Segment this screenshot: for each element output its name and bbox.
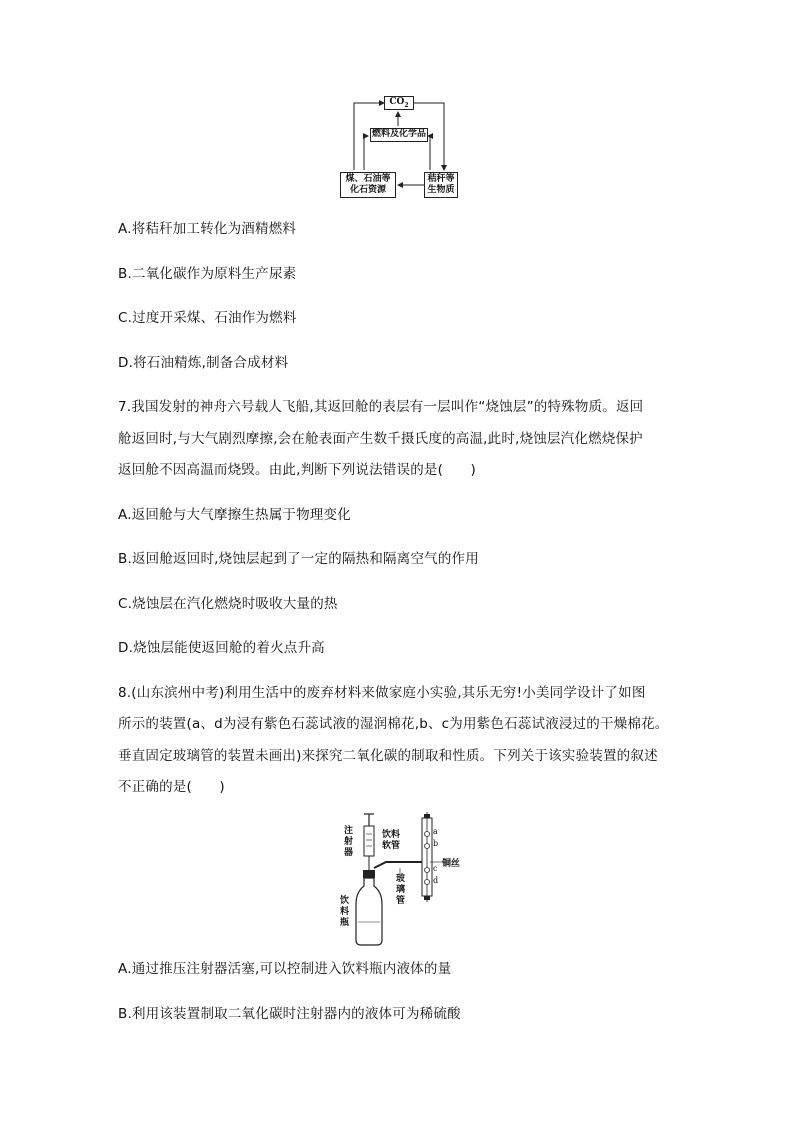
cotton-c-label: c xyxy=(433,864,438,873)
straw-box xyxy=(424,172,458,198)
co2-subscript: 2 xyxy=(404,101,409,109)
q7-stem-line-1: 7.我国发射的神舟六号载人飞船,其返回舱的表层有一层叫作“烧蚀层”的特殊物质。返回 xyxy=(118,399,644,415)
q8-stem-line-4: 不正确的是( ) xyxy=(118,779,225,795)
straw-label-2: 生物质 xyxy=(427,185,455,195)
q7-option-c: C.烧蚀层在汽化燃烧时吸收大量的热 xyxy=(118,596,338,612)
q8-option-a: A.通过推压注射器活塞,可以控制进入饮料瓶内液体的量 xyxy=(118,961,452,977)
syringe-char-3: 器 xyxy=(344,848,354,858)
fuel-box xyxy=(370,128,428,142)
copper-wire-label: 铜丝 xyxy=(442,859,461,869)
bottle-char-2: 料 xyxy=(340,907,350,917)
glass-char-1: 玻 xyxy=(396,874,406,884)
q7-option-b: B.返回舱返回时,烧蚀层起到了一定的隔热和隔离空气的作用 xyxy=(118,551,479,567)
fuel-label: 燃料及化学品 xyxy=(371,129,426,139)
co2-label: CO xyxy=(389,97,405,107)
q8-stem-line-3: 垂直固定玻璃管的装置未画出)来探究二氧化碳的制取和性质。下列关于该实验装置的叙述 xyxy=(118,748,658,764)
cotton-a-label: a xyxy=(433,827,438,836)
apparatus-diagram xyxy=(330,812,470,947)
glass-tube-label xyxy=(396,874,405,907)
q8-stem-line-2: 所示的装置(a、d为浸有紫色石蕊试液的湿润棉花,b、c为用紫色石蕊试液浸过的干燥棉花。 xyxy=(118,716,669,732)
hose-line-1: 饮料 xyxy=(382,830,401,840)
q6-option-d: D.将石油精炼,制备合成材料 xyxy=(118,355,289,371)
glass-char-3: 管 xyxy=(396,896,406,906)
q6-option-a: A.将秸秆加工转化为酒精燃料 xyxy=(118,221,297,237)
co2-box xyxy=(384,96,414,110)
bottle-label xyxy=(340,896,349,929)
q7-stem-line-3: 返回舱不因高温而烧毁。由此,判断下列说法错误的是( ) xyxy=(118,462,476,478)
fossil-box xyxy=(340,172,396,198)
q6-option-b: B.二氧化碳作为原料生产尿素 xyxy=(118,266,297,282)
q8-stem-line-1: 8.(山东滨州中考)利用生活中的废弃材料来做家庭小实验,其乐无穷!小美同学设计了如图 xyxy=(118,685,646,701)
cotton-d-label: d xyxy=(433,876,439,885)
bottle-char-1: 饮 xyxy=(340,896,350,906)
syringe-char-1: 注 xyxy=(344,826,354,836)
glass-char-2: 璃 xyxy=(396,885,406,895)
q8-option-b: B.利用该装置制取二氧化碳时注射器内的液体可为稀硫酸 xyxy=(118,1006,461,1022)
q7-option-d: D.烧蚀层能使返回舱的着火点升高 xyxy=(118,640,325,656)
cotton-b-label: b xyxy=(433,839,439,848)
bottle-char-3: 瓶 xyxy=(340,918,350,928)
syringe-label xyxy=(344,826,353,859)
fossil-label-2: 化石资源 xyxy=(349,185,386,195)
q7-stem-line-2: 舱返回时,与大气剧烈摩擦,会在舱表面产生数千摄氏度的高温,此时,烧蚀层汽化燃烧保护 xyxy=(118,431,643,447)
hose-label xyxy=(382,830,400,852)
fossil-label-1: 煤、石油等 xyxy=(345,174,391,184)
q7-option-a: A.返回舱与大气摩擦生热属于物理变化 xyxy=(118,507,351,523)
hose-line-2: 软管 xyxy=(382,841,401,851)
carbon-cycle-diagram xyxy=(340,92,460,202)
straw-label-1: 秸秆等 xyxy=(427,174,455,184)
q6-option-c: C.过度开采煤、石油作为燃料 xyxy=(118,310,297,326)
syringe-char-2: 射 xyxy=(344,837,354,847)
